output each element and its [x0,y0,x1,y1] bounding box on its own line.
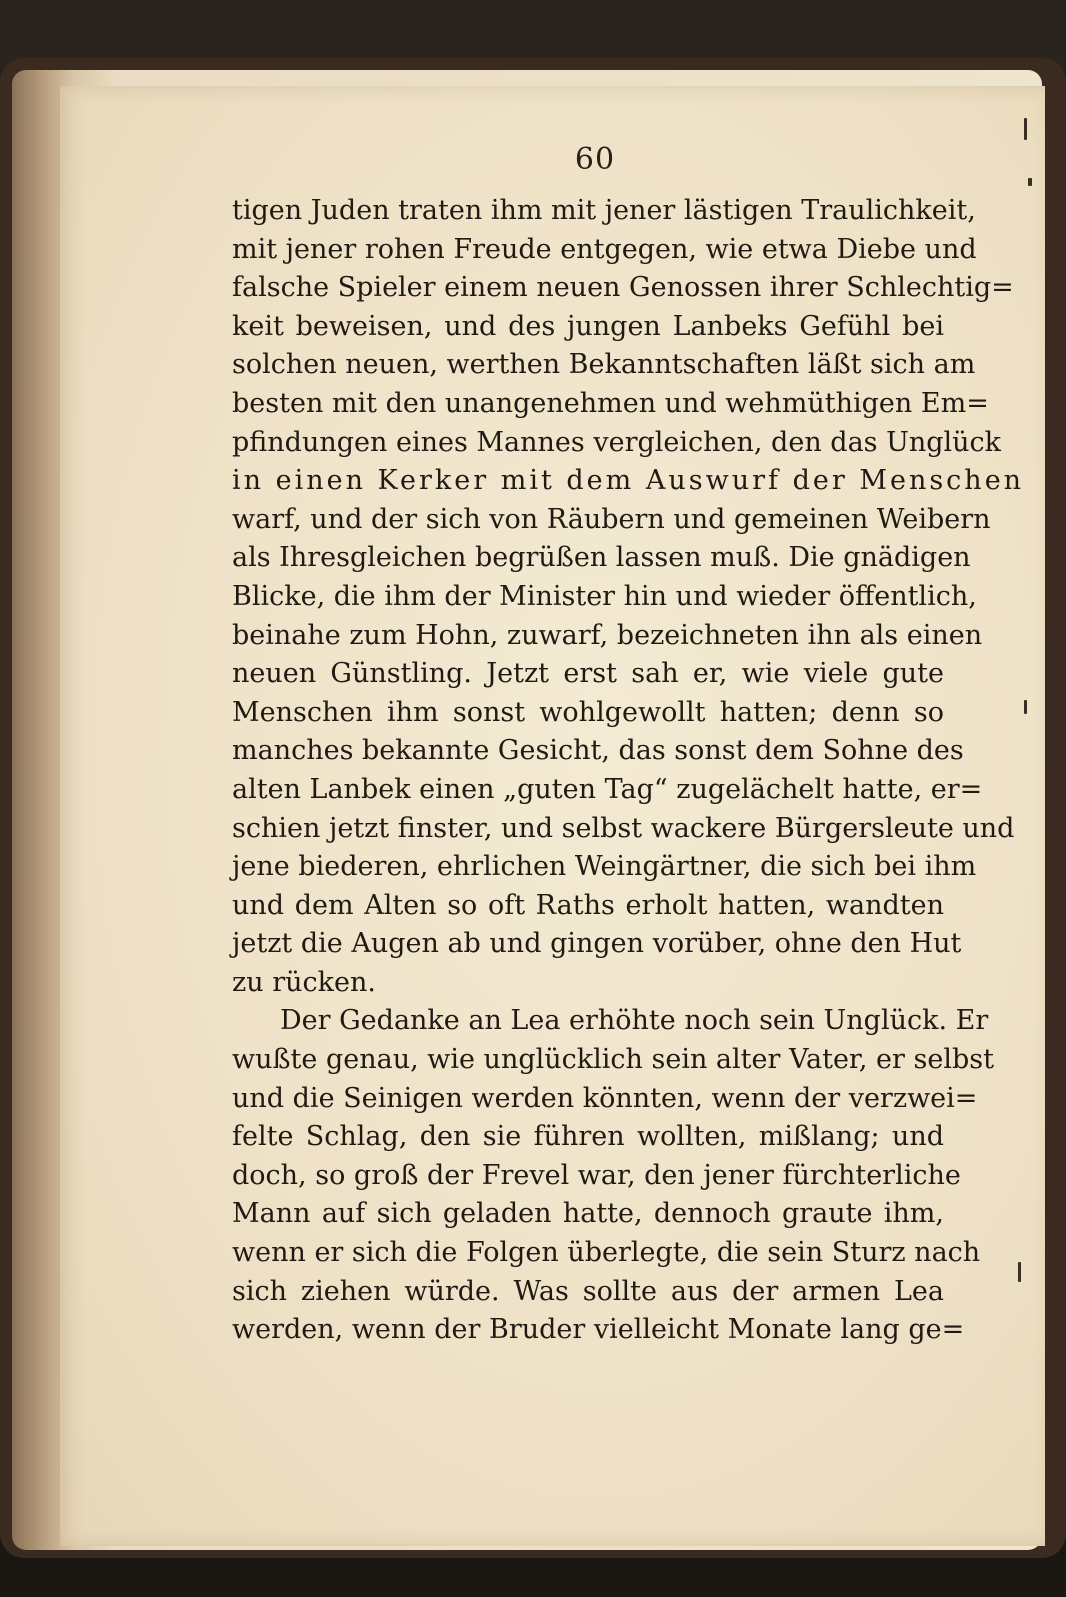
text-line: Mann auf sich geladen hatte, dennoch graute ihm, [232,1198,944,1230]
text-line: jene biederen, ehrlichen Weingärtner, die sich bei ihm [232,851,977,883]
text-line: beinahe zum Hohn, zuwarf, bezeichneten ihn als einen [232,619,983,651]
text-line: zu rücken. [232,966,376,998]
paragraph-start-line: Der Gedanke an Lea erhöhte noch sein Unglück. Er [280,1005,989,1037]
text-line: Menschen ihm sonst wohlgewollt hatten; denn so [232,696,944,728]
text-line: Blicke, die ihm der Minister hin und wieder öffentlich, [232,580,977,612]
page-number: 60 [574,142,616,177]
text-line: mit jener rohen Freude entgegen, wie etwa Diebe und [232,233,977,265]
text-line: pfindungen eines Mannes vergleichen, den das Unglück [232,426,1002,458]
text-line: tigen Juden traten ihm mit jener lästigen Traulichkeit, [232,195,976,226]
text-line: felte Schlag, den sie führen wollten, mißlang; und [232,1121,944,1153]
text-line: jetzt die Augen ab und gingen vorüber, ohne den Hut [232,928,962,960]
text-line: besten mit den unangenehmen und wehmüthigen Em= [232,387,989,419]
text-line: neuen Günstling. Jetzt erst sah er, wie viele gute [232,658,944,690]
text-line: alten Lanbek einen „guten Tag“ zugelächelt hatte, er= [232,773,983,805]
text-line: wenn er sich die Folgen überlegte, die sein Sturz nach [232,1237,981,1269]
text-line: falsche Spieler einem neuen Genossen ihrer Schlechtig= [232,272,1014,304]
text-line: keit beweisen, und des jungen Lanbeks Gefühl bei [232,310,944,342]
text-line: doch, so groß der Frevel war, den jener fürchterliche [232,1159,961,1191]
text-line: als Ihresgleichen begrüßen lassen muß. Die gnädigen [232,542,971,574]
text-line: und dem Alten so oft Raths erholt hatten, wandten [232,889,944,921]
body-text [232,192,1025,1350]
text-line: schien jetzt finster, und selbst wackere Bürgersleute und [232,812,1015,844]
text-line: in einen Kerker mit dem Auswurf der Menschen [232,465,1025,497]
margin-speck [1018,1262,1021,1282]
text-line: wußte genau, wie unglücklich sein alter Vater, er selbst [232,1044,994,1076]
margin-speck [1028,178,1032,186]
text-line: warf, und der sich von Räubern und gemeinen Weibern [232,503,991,535]
margin-speck [1024,700,1027,714]
text-line: werden, wenn der Bruder vielleicht Monate lang ge= [232,1314,965,1346]
text-line: solchen neuen, werthen Bekanntschaften läßt sich am [232,349,976,381]
text-line: sich ziehen würde. Was sollte aus der armen Lea [232,1275,944,1307]
margin-speck [1024,118,1027,140]
text-line: und die Seinigen werden könnten, wenn der verzwei= [232,1082,978,1114]
text-line: manches bekannte Gesicht, das sonst dem Sohne des [232,735,964,767]
